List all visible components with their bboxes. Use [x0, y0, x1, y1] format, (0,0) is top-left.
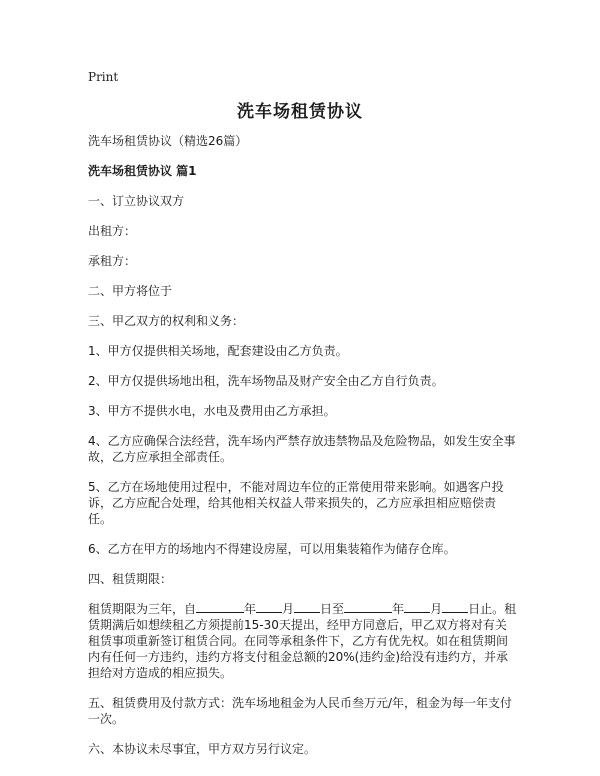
paragraph: 一、订立协议双方 — [88, 194, 185, 208]
blank-line — [294, 601, 320, 613]
document-title: 洗车场租赁协议 — [237, 102, 363, 122]
text-span: 月 — [430, 602, 443, 616]
blank-line — [442, 601, 468, 613]
text-span: 日至 — [320, 602, 345, 616]
paragraph: 3、甲方不提供水电，水电及费用由乙方承担。 — [88, 404, 336, 418]
paragraph: 四、租赁期限： — [88, 572, 173, 586]
paragraph: 六、本协议未尽事宜，甲方双方另行议定。 — [88, 742, 317, 756]
print-label[interactable]: Print — [88, 70, 119, 84]
paragraph: 三、甲乙双方的权利和义务： — [88, 314, 245, 328]
paragraph: 1、甲方仅提供相关场地，配套建设由乙方负责。 — [88, 344, 348, 358]
paragraph: 6、乙方在甲方的场地内不得建设房屋，可以用集装箱作为储存仓库。 — [88, 542, 456, 556]
blank-line — [196, 601, 244, 613]
paragraph: 承租方： — [88, 254, 137, 268]
text-span: 日止。租赁期满后如想续租乙方须提前15-30天提出，经甲方同意后，甲乙双方将对有关租赁事项重新签订租赁合同。在同等承租条件下，乙方有优先权。如在租赁期间内有任何一方违约，违约方将支付租金总额的20%(违约金)给没有违约方，并承担给对方造成的相应损失。 — [88, 602, 517, 680]
lease-term-paragraph — [88, 601, 518, 681]
paragraph: 2、甲方仅提供场地出租，洗车场物品及财产安全由乙方自行负责。 — [88, 374, 444, 388]
paragraph: 出租方： — [88, 224, 137, 238]
paragraph: 5、乙方在场地使用过程中，不能对周边车位的正常使用带来影响。如遇客户投诉，乙方应配合处理，给其他相关权益人带来损失的，乙方应承担相应赔偿责任。 — [88, 480, 504, 526]
paragraph: 五、租赁费用及付款方式：洗车场地租金为人民币叁万元/年，租金为每一年支付一次。 — [88, 696, 513, 726]
text-span: 年 — [392, 602, 405, 616]
blank-line — [344, 601, 392, 613]
text-span: 租赁期限为三年，自 — [88, 602, 197, 616]
section-heading: 洗车场租赁协议 篇1 — [88, 164, 197, 178]
paragraph: 二、甲方将位于 — [88, 284, 173, 298]
paragraph: 4、乙方应确保合法经营，洗车场内严禁存放违禁物品及危险物品，如发生安全事故，乙方应承担全部责任。 — [88, 434, 516, 464]
blank-line — [256, 601, 282, 613]
text-span: 年 — [244, 602, 257, 616]
blank-line — [404, 601, 430, 613]
text-span: 月 — [282, 602, 295, 616]
document-body — [88, 133, 518, 771]
document-subtitle: 洗车场租赁协议（精选26篇） — [88, 134, 248, 148]
